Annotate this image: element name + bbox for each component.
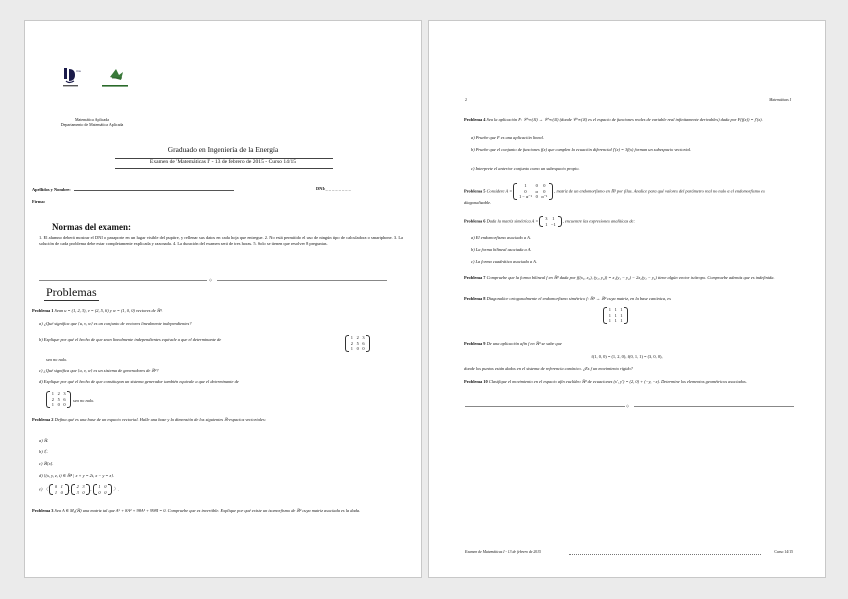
problem-6-statement [464,216,792,227]
apellidos-label: Apellidos y Nombre: [32,187,71,192]
footer-left: Examen de Matemáticas I - 13 de febrero de 2015 [465,550,541,554]
problem-2a: a) ℝ. [39,438,49,443]
m5-cell: 0 [524,188,527,194]
problem-3-label: Problema 3 [32,508,54,513]
university-logo [62,66,130,92]
problem-1b-text: b) Explique por qué el hecho de que sean linealmente independientes equivale a que el determinante de [39,337,222,342]
running-header: Matemáticas I [769,98,791,102]
problem-4-text: Sea la aplicación F: 𝒞^∞(ℝ) → 𝒞^∞(ℝ) (donde 𝒞^∞(ℝ) es el espacio de funciones reales de variable real infinitamente derivables) dada por F(f(x)) = f′(x). [486,117,763,122]
problem-9-equations: f(1, 0, 0) = (1, 2, 0), f(0, 1, 1) = (3, 0, 0), [591,354,663,359]
dni-field[interactable]: _ _ _ _ _ _ _ _ [325,186,351,191]
matrix-p5 [513,183,553,200]
matrix-p1d [46,391,71,408]
problem-8-text: Diagonalice ortogonalmente el endomorfismo simétrico f: ℝ³ → ℝ³ cuya matriz, en la base canónica, es [486,296,671,301]
problem-9-statement [464,341,792,347]
m2e2-cell: 2 [76,484,79,489]
problem-2-statement [32,417,394,423]
problem-10-statement [464,379,792,385]
divider-symbol: ◇ [209,278,212,282]
m1d-cell: 0 [63,402,66,408]
exam-title: Examen de 'Matemáticas I' - 13 de febrero de 2015 - Curso 14/15 [149,159,297,165]
m6-cell: 1 [552,216,555,221]
end-divider-left [465,406,625,407]
problem-3-statement [32,508,394,514]
m5-cell: 0 [543,183,546,188]
matrix-p2e-1 [49,484,69,495]
problem-4-label: Problema 4 [464,117,486,122]
m8-cell: 1 [608,307,611,312]
firma-row [32,199,409,205]
m1b-cell: 1 [350,346,353,352]
matrix-p8 [603,307,628,324]
matrix-p2e-2 [71,484,91,495]
problem-5-label: Problema 5 [464,188,486,194]
problem-6b: b) La forma bilineal asociada a A. [471,247,532,252]
logo-graphic [62,66,130,92]
apellidos-row [32,186,409,193]
problem-6a: a) El endomorfismo asociado a A. [471,235,531,240]
m1d-cell: 5 [57,396,60,402]
m1d-cell: 2 [57,391,60,396]
problem-1a: a) ¿Qué significa que {u, v, w} es un conjunto de vectores linealmente independientes? [39,321,192,326]
institution-block [37,117,147,127]
m6-cell: 1 [545,221,548,227]
problem-7-label: Problema 7 [464,275,486,280]
svg-text:ma: ma [76,69,81,73]
problem-4b: b) Pruebe que el conjunto de funciones f(x) que cumplen la ecuación diferencial f′(x) = 3f(x) forman un subespacio vectorial. [471,147,692,152]
problem-9-label: Problema 9 [464,341,486,346]
m8-cell: 1 [620,318,623,324]
problem-2c: c) ℝ[x]. [39,461,54,466]
problem-2e-suffix: 〉. [113,486,119,492]
m8-cell: 1 [614,307,617,312]
m1b-cell: 1 [350,335,353,340]
problem-5-pre: Considere A = [486,188,513,194]
m1b-cell: 0 [362,346,365,352]
problem-6c: c) La forma cuadrática asociada a A. [471,259,537,264]
m5-cell: α⁻¹ [541,194,548,200]
problem-9-text: De una aplicación afín f en ℝ³ se sabe que [486,341,562,346]
m1d-cell: 1 [51,402,54,408]
exam-page-2 [428,20,826,578]
normas-heading: Normas del examen: [52,222,131,232]
degree-title: Graduado en Ingeniería de la Energía [167,145,279,154]
divider-line-left [39,280,207,281]
problem-4a: a) Pruebe que F es una aplicación lineal. [471,135,544,140]
m5-cell: 1 [524,183,527,188]
m1b-cell: 0 [356,346,359,352]
m2e1-cell: 0 [54,484,58,489]
institution-line2: Departamento de Matemática Aplicada [60,122,124,127]
m1d-cell: 2 [51,396,54,402]
normas-text: 1. El alumno deberá mostrar el DNI o pasaporte en un lugar visible del pupitre, y rellenar sus datos en cada hoja que entregue. 2. No está permitido el uso de ningún tipo de calculadora o smartphone. 3. La solución de cada problema debe estar completamente explicada y razonada. 4. La duración del examen será de tres horas. 5. Solo se tienen que resolver 8 preguntas. [39,235,403,247]
problem-1d-end: sea no nulo. [73,398,95,403]
end-divider-right [634,406,794,407]
m1b-cell: 3 [362,335,365,340]
m1d-cell: 3 [63,391,66,396]
m2e3-cell: 1 [98,484,101,489]
firma-label: Firma: [32,199,46,204]
problem-2d: d) {(x, y, z, t) ∈ ℝ⁴ | x + y = 2t, x − y = z}. [39,473,115,478]
m2e3-cell: 0 [98,489,101,495]
problem-5-statement [464,183,792,206]
problem-2e-prefix: e) 〈 [39,486,48,492]
dni-group [316,186,351,192]
problem-7-statement [464,275,792,281]
m8-cell: 1 [608,318,611,324]
m2e2-cell: 3 [82,484,85,489]
matrix-p2e-3 [93,484,113,495]
m1b-cell: 6 [362,340,365,346]
problem-10-label: Problema 10 [464,379,488,384]
problem-8-label: Problema 8 [464,296,486,301]
m2e2-cell: 0 [82,489,85,495]
m8-cell: 1 [608,312,611,318]
end-divider-symbol: ◇ [626,404,629,408]
title-rule-bottom [115,168,333,169]
m8-cell: 1 [620,312,623,318]
m6-cell: −1 [551,221,556,227]
m1d-cell: 0 [57,402,60,408]
problem-1-statement [32,308,392,314]
problem-3-text: Sea A ∈ M₃(ℝ) una matriz tal que A⁵ + 8A³ + 98A² + 998I = 0. Compruebe que es invertible. Explique por qué existe un isomorfismo de ℝ³ cuya matriz asociada es la dada. [54,508,361,513]
problem-4c: c) Interprete el anterior conjunto como un subespacio propio. [471,166,580,171]
problemas-title: Problemas [46,285,97,299]
m5-cell: 0 [535,183,538,188]
m5-cell: 0 [543,188,546,194]
m5-cell: 0 [535,194,538,200]
m5-cell: 1 − α⁻¹ [519,194,532,200]
problem-1-text: Sean u = (1, 2, 3), v = (2, 5, 6) y w = (1, 0, 0) vectores de ℝ³. [54,308,163,313]
problem-2b: b) ℂ. [39,449,48,454]
dni-label: DNI: [316,186,326,191]
problem-2e: e) 〈 0 1 1 0 , 2 3 3 0 , 1 0 0 0 〉. [39,484,119,495]
m8-cell: 1 [614,318,617,324]
problem-9-after: donde los puntos están dados en el sistema de referencia canónico. ¿Es f un movimiento rígido? [464,366,633,371]
problem-2-label: Problema 2 [32,417,54,422]
footer-right: Curso 14/15 [774,550,793,554]
footer-dots [569,554,761,555]
matrix-p6 [539,216,561,227]
m1d-cell: 1 [51,391,54,396]
m2e1-cell: 0 [60,489,63,495]
problem-10-text: Clasifique el movimiento en el espacio afín euclídeo ℝ² de ecuaciones (x′, y′) = (2, 0) + (−y, −x). Determine los elementos geométricos asociados. [488,379,747,384]
problem-5-post: , matriz de un endomorfismo en ℝ³ por filas. Analice para qué valores del parámetro real no nulo α el endomorfismo es diagonalizable. [464,188,765,205]
problem-6-post: , encuentre las expresiones analíticas de: [562,218,635,224]
m2e3-cell: 0 [104,489,107,495]
divider-line-right [217,280,387,281]
m5-cell: α [535,188,538,194]
problem-1c: c) ¿Qué significa que {u, v, w} es un sistema de generadores de ℝ³? [39,368,159,373]
title-rule-top [115,158,333,159]
problem-6-label: Problema 6 [464,218,486,224]
m2e2-cell: 3 [76,489,79,495]
m8-cell: 1 [620,307,623,312]
page-number: 2 [465,98,467,102]
exam-page-1 [24,20,422,578]
problem-4-statement [464,117,792,123]
m2e1-cell: 1 [54,489,58,495]
m8-cell: 1 [614,312,617,318]
m1b-cell: 5 [356,340,359,346]
apellidos-field[interactable] [74,186,234,191]
m1b-cell: 2 [350,340,353,346]
m1b-cell: 2 [356,335,359,340]
institution-line1: Matemática Aplicada [74,117,110,122]
problem-8-statement [464,296,792,302]
matrix-p1b [345,335,370,352]
problem-7-text: Compruebe que la forma bilineal f en ℝ² dada por f((x₁, x₂), (y₁, y₂)) = x₁(y₁ − y₂) − 2x₂(y₁ − y₂) tiene algún vector isótropo. Compruebe además que es indefinida. [486,275,775,280]
problem-1b-end: sea no nulo. [46,357,68,362]
problem-2-text: Defina qué es una base de un espacio vectorial. Halle una base y la dimensión de los siguientes ℝ-espacios vectoriales: [54,417,267,422]
m2e3-cell: 0 [104,484,107,489]
problem-6-pre: Dada la matriz simétrica A = [486,218,539,224]
m6-cell: 3 [545,216,548,221]
problem-1d: d) Explique por qué el hecho de que constituyan un sistema generador también equivale a que el determinante de [39,379,239,384]
problem-1-label: Problema 1 [32,308,54,313]
m2e1-cell: 1 [60,484,63,489]
problem-1b [39,337,379,343]
m1d-cell: 6 [63,396,66,402]
